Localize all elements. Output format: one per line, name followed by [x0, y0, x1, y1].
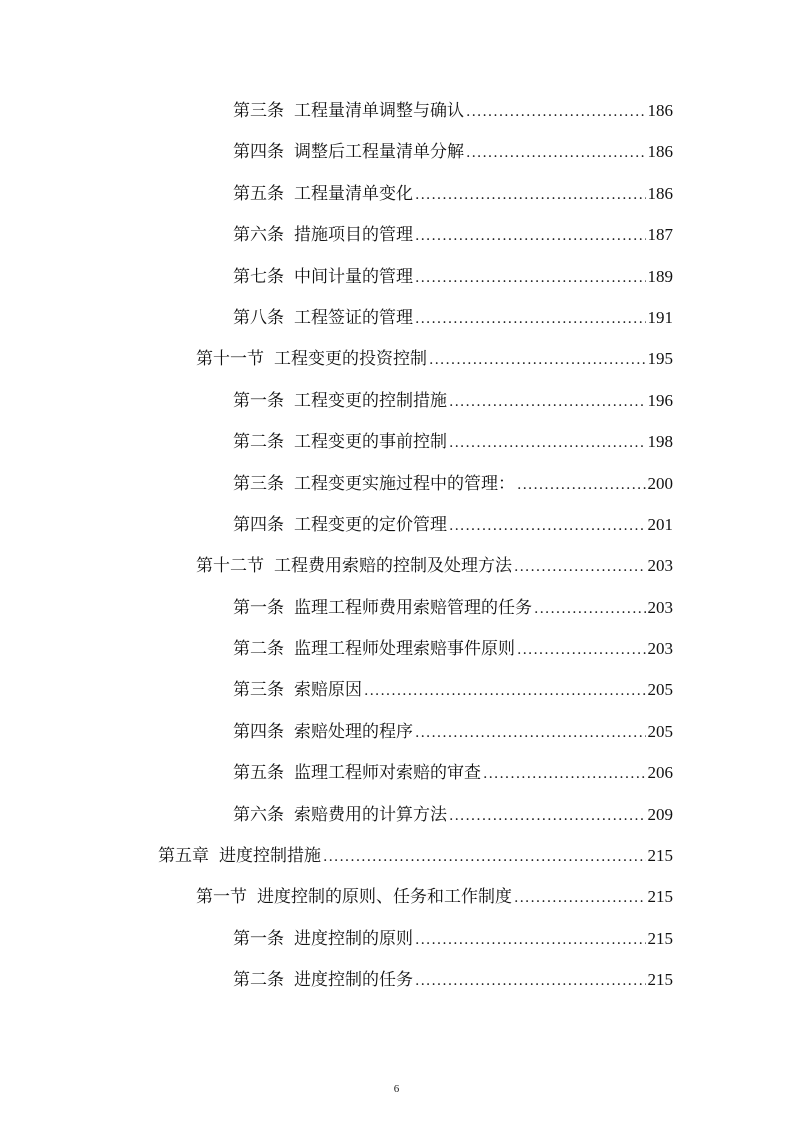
toc-dot-leader [364, 671, 646, 712]
toc-entry-line [233, 794, 673, 837]
toc-entry-line [233, 214, 673, 257]
toc-entry-page: 191 [647, 307, 673, 327]
table-of-contents [0, 90, 793, 1001]
toc-entry-title: 工程变更的投资控制 [274, 349, 427, 370]
toc-entry[interactable] [233, 256, 793, 297]
toc-entry-title: 工程量清单调整与确认 [294, 101, 464, 121]
toc-entry-number: 第一条 [233, 390, 284, 411]
toc-entry-page: 187 [647, 225, 673, 245]
toc-entry-page: 215 [647, 887, 673, 907]
toc-entry[interactable] [233, 380, 793, 421]
toc-entry-line [233, 421, 673, 464]
toc-entry-number: 第三条 [233, 680, 284, 701]
toc-entry-page: 189 [647, 266, 673, 286]
toc-entry[interactable] [233, 131, 793, 172]
toc-entry[interactable] [233, 752, 793, 793]
toc-entry-line [233, 587, 673, 630]
toc-entry-number: 第八条 [233, 307, 284, 328]
toc-entry-title: 监理工程师对索赔的审查 [294, 763, 481, 784]
toc-entry[interactable] [233, 504, 793, 545]
toc-entry-number: 第四条 [233, 721, 284, 742]
toc-entry-number: 第五条 [233, 763, 284, 784]
toc-entry-number: 第六条 [233, 804, 284, 825]
toc-entry-page: 203 [647, 597, 673, 617]
toc-dot-leader [415, 920, 646, 961]
toc-entry-number: 第二条 [233, 970, 284, 991]
toc-entry-page: 205 [647, 721, 673, 741]
toc-entry-page: 215 [647, 970, 673, 990]
toc-entry[interactable] [233, 711, 793, 752]
page-number: 6 [393, 1083, 400, 1095]
toc-entry-line [233, 173, 673, 216]
toc-entry[interactable] [196, 876, 793, 917]
toc-entry-line [233, 380, 673, 423]
toc-entry-title: 工程变更的控制措施 [294, 390, 447, 411]
toc-entry-title: 监理工程师处理索赔事件原则 [294, 639, 515, 660]
toc-entry[interactable] [233, 794, 793, 835]
toc-entry-number: 第五章 [158, 846, 209, 867]
toc-dot-leader [415, 961, 646, 1002]
toc-entry-line [233, 752, 673, 795]
toc-entry-line [233, 131, 673, 174]
toc-entry-number: 第五条 [233, 183, 284, 204]
toc-entry-line [233, 463, 673, 506]
toc-dot-leader [466, 133, 646, 174]
toc-entry-number: 第二条 [233, 639, 284, 660]
toc-entry-line [233, 711, 673, 754]
toc-entry-page: 201 [647, 514, 673, 534]
toc-entry-number: 第一节 [196, 887, 247, 908]
toc-dot-leader [514, 878, 646, 919]
toc-entry-line [233, 504, 673, 547]
toc-entry-line [233, 959, 673, 1002]
toc-entry[interactable] [233, 214, 793, 255]
toc-entry[interactable] [233, 297, 793, 338]
toc-dot-leader [415, 299, 646, 340]
toc-entry-line [233, 628, 673, 671]
toc-entry-page: 205 [647, 680, 673, 700]
toc-entry-title: 进度控制的任务 [294, 970, 413, 991]
toc-entry-page: 215 [647, 928, 673, 948]
toc-entry-number: 第四条 [233, 514, 284, 535]
toc-dot-leader [449, 506, 646, 547]
toc-entry-page: 203 [647, 639, 673, 659]
toc-entry-page: 186 [647, 101, 673, 120]
toc-entry[interactable] [158, 835, 793, 876]
toc-entry-title: 工程变更的定价管理 [294, 514, 447, 535]
toc-entry-title: 进度控制的原则 [294, 928, 413, 949]
toc-entry-title: 进度控制的原则、任务和工作制度 [257, 887, 512, 908]
toc-entry-line [196, 338, 673, 381]
toc-entry-number: 第六条 [233, 225, 284, 246]
toc-entry[interactable] [233, 628, 793, 669]
toc-entry[interactable] [196, 338, 793, 379]
toc-entry[interactable] [233, 587, 793, 628]
toc-entry-page: 186 [647, 142, 673, 162]
toc-entry-page: 203 [647, 556, 673, 576]
toc-entry-title: 工程变更的事前控制 [294, 432, 447, 453]
toc-entry-title: 监理工程师费用索赔管理的任务 [294, 597, 532, 618]
toc-entry[interactable] [233, 959, 793, 1000]
toc-entry-number: 第一条 [233, 928, 284, 949]
toc-entry-title: 索赔处理的程序 [294, 721, 413, 742]
toc-entry-line [233, 918, 673, 961]
toc-entry-number: 第四条 [233, 142, 284, 163]
toc-entry-page: 206 [647, 763, 673, 783]
toc-entry-title: 中间计量的管理 [294, 266, 413, 287]
toc-dot-leader [483, 754, 646, 795]
toc-entry-page: 198 [647, 432, 673, 452]
toc-entry[interactable] [233, 421, 793, 462]
toc-dot-leader [323, 837, 646, 878]
toc-entry-page: 186 [647, 183, 673, 203]
toc-entry[interactable] [233, 918, 793, 959]
toc-entry-page: 215 [647, 846, 673, 866]
toc-entry[interactable] [233, 173, 793, 214]
toc-entry[interactable] [196, 545, 793, 586]
toc-dot-leader [449, 382, 646, 423]
toc-entry-page: 209 [647, 804, 673, 824]
toc-entry[interactable] [233, 669, 793, 710]
toc-entry-title: 工程量清单变化 [294, 183, 413, 204]
toc-entry-line [233, 297, 673, 340]
toc-entry-title: 工程变更实施过程中的管理： [294, 473, 515, 494]
toc-entry-number: 第十一节 [196, 349, 264, 370]
toc-entry-line [196, 545, 673, 588]
toc-entry-title: 工程费用索赔的控制及处理方法 [274, 556, 512, 577]
toc-entry-line [196, 876, 673, 919]
toc-entry[interactable] [233, 90, 793, 131]
toc-entry-number: 第十二节 [196, 556, 264, 577]
toc-entry-title: 进度控制措施 [219, 846, 321, 867]
toc-dot-leader [466, 92, 646, 133]
toc-entry-page: 195 [647, 349, 673, 369]
toc-entry-title: 索赔原因 [294, 680, 362, 701]
toc-entry-number: 第三条 [233, 101, 284, 121]
toc-dot-leader [534, 589, 646, 630]
toc-entry-title: 措施项目的管理 [294, 225, 413, 246]
toc-entry-page: 200 [647, 473, 673, 493]
toc-entry-title: 索赔费用的计算方法 [294, 804, 447, 825]
toc-entry-number: 第一条 [233, 597, 284, 618]
toc-dot-leader [415, 175, 646, 216]
toc-entry-line [233, 90, 673, 133]
toc-dot-leader [415, 216, 646, 257]
toc-entry-line [233, 669, 673, 712]
toc-entry-line [158, 835, 673, 878]
toc-dot-leader [449, 796, 646, 837]
toc-dot-leader [517, 465, 646, 506]
toc-entry-line [233, 256, 673, 299]
toc-entry-number: 第七条 [233, 266, 284, 287]
toc-entry-page: 196 [647, 390, 673, 410]
toc-entry-title: 调整后工程量清单分解 [294, 142, 464, 163]
toc-dot-leader [415, 258, 646, 299]
toc-dot-leader [514, 547, 646, 588]
toc-dot-leader [415, 713, 646, 754]
toc-entry-number: 第三条 [233, 473, 284, 494]
toc-entry[interactable] [233, 463, 793, 504]
toc-entry-title: 工程签证的管理 [294, 307, 413, 328]
toc-entry-number: 第二条 [233, 432, 284, 453]
toc-dot-leader [429, 340, 646, 381]
toc-dot-leader [449, 423, 646, 464]
toc-dot-leader [517, 630, 646, 671]
